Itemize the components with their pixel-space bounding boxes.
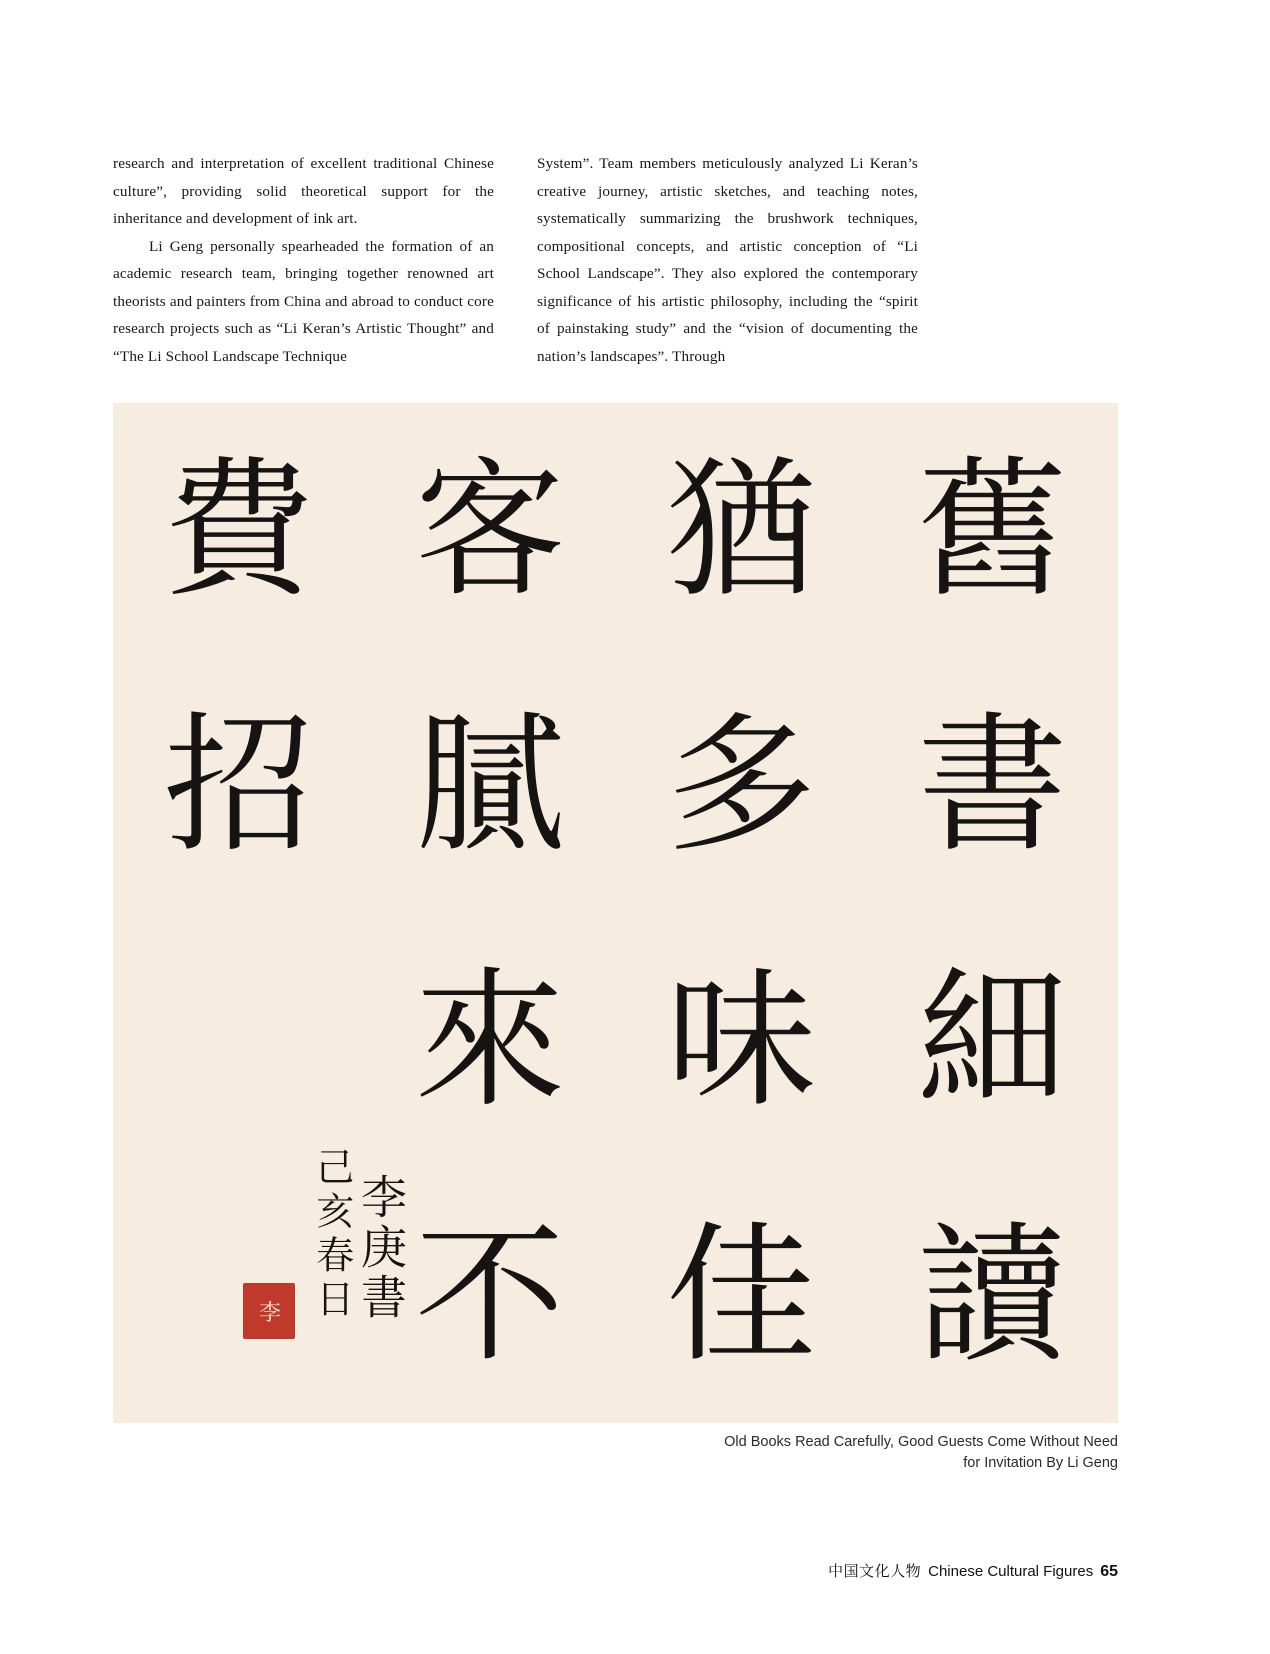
calligraphy-character: 猶 [666, 443, 817, 618]
calligraphy-character: 招 [163, 698, 314, 873]
calligraphy-character: 書 [917, 698, 1068, 873]
calligraphy-character: 多 [666, 698, 817, 873]
paragraph: System”. Team members meticulously analyzed Li Keran’s creative journey, artistic sketches, and teaching notes, systematically summarizing the brushwork techniques, compositional concepts, and artistic conception of “Li School Landscape”. They also explored the contemporary significance of his artistic philosophy, including the “spirit of painstaking study” and the “vision of documenting the nation’s landscapes”. Through [537, 155, 918, 365]
calligraphy-artwork [113, 403, 1118, 1423]
caption-line-1: Old Books Read Carefully, Good Guests Come Without Need [724, 1434, 1118, 1450]
calligraphy-character: 味 [666, 953, 817, 1128]
page-number: 65 [1100, 1563, 1118, 1580]
caption-line-2: for Invitation By Li Geng [963, 1455, 1118, 1471]
signature-name-column: 李庚書 [354, 1173, 408, 1323]
footer-english-title: Chinese Cultural Figures [928, 1563, 1094, 1580]
left-column [113, 150, 494, 370]
calligraphy-character: 不 [414, 1208, 565, 1383]
calligraphy-character: 膩 [414, 698, 565, 873]
calligraphy-character: 客 [414, 443, 565, 618]
artist-signature [205, 943, 408, 1323]
calligraphy-character: 舊 [917, 443, 1068, 618]
page-footer [828, 1560, 1118, 1581]
calligraphy-character: 讀 [917, 1208, 1068, 1383]
footer-chinese-title: 中国文化人物 [828, 1562, 922, 1580]
artwork-caption [598, 1432, 1118, 1474]
calligraphy-character: 來 [414, 953, 565, 1128]
paragraph: Li Geng personally spearheaded the formation of an academic research team, bringing together renowned art theorists and painters from China and abroad to conduct core research projects such as “Li Keran’s Artistic Thought” and “The Li School Landscape Technique [113, 237, 494, 365]
calligraphy-character: 佳 [666, 1208, 817, 1383]
article-body [113, 150, 919, 370]
calligraphy-character: 費 [163, 443, 314, 618]
right-column [537, 150, 918, 370]
signature-date-column: 己亥春日 [309, 1147, 354, 1323]
paragraph: research and interpretation of excellent traditional Chinese culture”, providing solid theoretical support for the inheritance and development of ink art. [113, 155, 494, 227]
artist-seal: 李 [243, 1283, 295, 1339]
calligraphy-character: 細 [917, 953, 1068, 1128]
